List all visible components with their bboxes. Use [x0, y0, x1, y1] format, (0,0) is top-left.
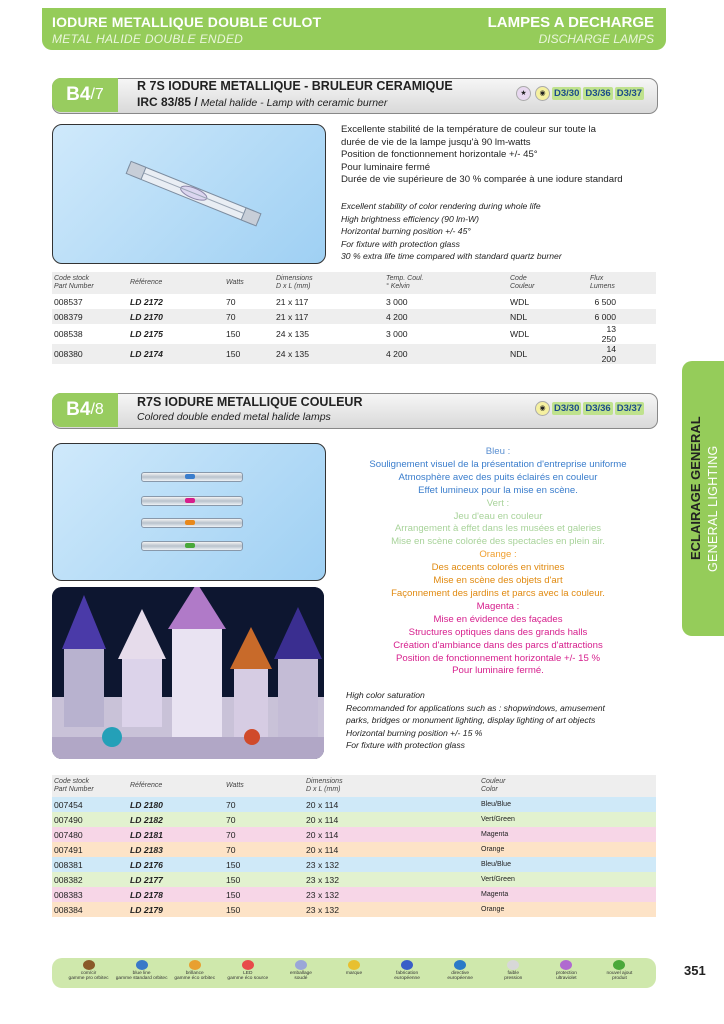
- legend-item: [327, 960, 380, 976]
- table-cell: LD 2182: [130, 814, 163, 825]
- desc-en-line: Horizontal burning position +/- 15 %: [346, 727, 483, 738]
- table-row: 008379 LD 2170 70 21 x 117 4 200 NDL 6 000: [52, 309, 656, 324]
- desc-en-line: High brightness efficiency (90 lm-W): [341, 213, 480, 224]
- col-header: Watts: [226, 279, 244, 286]
- section1-table: [52, 272, 656, 364]
- legend-label: blue line gamme standard orbitec: [115, 971, 168, 981]
- legend-item: [593, 960, 646, 981]
- legend-label: faible pression: [504, 971, 523, 981]
- color-desc-line: Atmosphère avec des puits éclairés en couleur: [398, 471, 598, 483]
- table-cell: 70: [226, 829, 236, 840]
- table-row: [52, 887, 656, 902]
- table-cell: 150: [226, 874, 241, 885]
- color-desc-line: Des accents colorés en vitrines: [431, 562, 565, 574]
- header-left-title: IODURE METALLIQUE DOUBLE CULOT: [52, 14, 322, 30]
- col-header: Code stock Part Number: [54, 275, 94, 290]
- desc-en-line: For fixture with protection glass: [346, 740, 465, 751]
- table-cell: LD 2180: [130, 799, 163, 810]
- legend-item: [115, 960, 168, 981]
- castle-image: [52, 587, 324, 759]
- color-desc-line: Magenta :: [476, 600, 520, 612]
- badge-d330: D3/30: [554, 403, 580, 414]
- section2-title: R7S IODURE METALLIQUE COULEUR: [137, 395, 363, 409]
- section2-code: [52, 393, 118, 427]
- table-header: [52, 775, 656, 797]
- table-cell: LD 2179: [130, 904, 163, 915]
- section2-code-sub: /8: [90, 401, 104, 418]
- table-cell: 23 x 132: [306, 904, 339, 915]
- color-desc-line: Mise en scène des objets d'art: [433, 575, 563, 587]
- section2-color-descriptions: [338, 446, 658, 678]
- color-desc-line: Création d'ambiance dans des parcs d'attractions: [393, 639, 603, 651]
- table-cell: Magenta: [481, 891, 509, 898]
- table-cell: 23 x 132: [306, 889, 339, 900]
- legend-item: [221, 960, 274, 981]
- section2-table: [52, 775, 656, 917]
- table-cell: 007454: [54, 799, 83, 810]
- color-desc-line: Pour luminaire fermé.: [452, 665, 544, 677]
- desc-fr-line: Durée de vie supérieure de 30 % comparée à une iodure standard: [341, 174, 623, 186]
- badge-d337: D3/37: [616, 88, 643, 99]
- badge-d337: D3/37: [616, 403, 643, 414]
- badge-d330: D3/30: [554, 88, 580, 99]
- section1-code-main: B4: [66, 84, 91, 105]
- legend-item: [168, 960, 221, 981]
- legend-label: emballage soudé: [289, 971, 312, 981]
- col-header: Flux Lumens: [590, 275, 615, 290]
- desc-en-line: Recommanded for applications such as : shopwindows, amusement: [346, 702, 605, 713]
- table-cell: 20 x 114: [306, 814, 339, 825]
- legend-icon: [454, 960, 466, 970]
- section1-subtitle: [137, 95, 387, 109]
- table-row: [52, 797, 656, 812]
- castle-photo: [52, 587, 324, 759]
- desc-en-line: High color saturation: [346, 690, 425, 700]
- color-desc-line: Orange :: [479, 549, 517, 561]
- legend-icon: [560, 960, 572, 970]
- section2-subtitle: Colored double ended metal halide lamps: [137, 411, 331, 423]
- new-icon: ★: [516, 86, 531, 101]
- color-desc-line: Vert :: [486, 497, 510, 509]
- table-cell: LD 2181: [130, 829, 163, 840]
- legend-icon: [348, 960, 360, 970]
- table-cell: Orange: [481, 846, 505, 853]
- desc-en-line: 30 % extra life time compared with standard quartz burner: [341, 251, 562, 262]
- table-cell: 150: [226, 859, 241, 870]
- table-cell: LD 2183: [130, 844, 163, 855]
- table-row: [52, 812, 656, 827]
- table-cell: 20 x 114: [306, 844, 339, 855]
- desc-en-line: Excellent stability of color rendering during whole life: [341, 201, 541, 211]
- table-row: 008537 LD 2172 70 21 x 117 3 000 WDL 6 500: [54, 296, 616, 307]
- side-tab-fr: ECLAIRAGE GENERAL: [688, 416, 703, 560]
- table-cell: 20 x 114: [306, 799, 339, 810]
- section2-lamps-photo: [52, 443, 326, 581]
- col-header: Référence: [130, 782, 163, 789]
- table-cell: 008383: [54, 889, 83, 900]
- table-header: [52, 272, 656, 294]
- col-header: Watts: [226, 782, 244, 789]
- color-desc-line: Bleu :: [485, 446, 511, 457]
- legend-item: [434, 960, 487, 981]
- desc-fr-line: Excellente stabilité de la température de couleur sur toute la: [341, 124, 596, 135]
- table-row: [52, 872, 656, 887]
- table-cell: 007490: [54, 814, 83, 825]
- header-left-subtitle: METAL HALIDE DOUBLE ENDED: [52, 32, 244, 46]
- legend-icon: [136, 960, 148, 970]
- col-header: Temp. Coul. ° Kelvin: [386, 275, 424, 290]
- legend-label: nouvel ajout produit: [606, 971, 633, 981]
- table-row: [52, 827, 656, 842]
- legend-label: marque: [345, 971, 363, 976]
- badge-d336: D3/36: [585, 88, 611, 99]
- table-cell: 007491: [54, 844, 83, 855]
- table-cell: Orange: [481, 906, 505, 913]
- legend-label: brillance gamme éco orbitec: [174, 971, 216, 981]
- section2-description-en: [346, 689, 662, 752]
- table-cell: 70: [226, 814, 236, 825]
- legend-item: [381, 960, 434, 981]
- legend-label: com/cir gamme pro orbitec: [68, 971, 109, 981]
- legend-icon: [83, 960, 95, 970]
- table-cell: 008382: [54, 874, 83, 885]
- section1-lamp-photo: [52, 124, 326, 264]
- section1-description-en: [341, 200, 659, 263]
- section1-subtitle-rest: Metal halide - Lamp with ceramic burner: [197, 97, 388, 109]
- col-header: Référence: [130, 279, 163, 286]
- legend-item: [487, 960, 540, 981]
- header-right-subtitle: DISCHARGE LAMPS: [538, 32, 654, 46]
- sun-icon: ◉: [535, 86, 550, 101]
- section2-code-main: B4: [66, 399, 91, 420]
- desc-en-line: Horizontal burning position +/- 45°: [341, 226, 471, 237]
- badge-d336: D3/36: [585, 403, 611, 414]
- table-cell: 007480: [54, 829, 83, 840]
- col-header: Code stock Part Number: [54, 778, 94, 793]
- col-header: Code Couleur: [510, 275, 535, 290]
- table-cell: Bleu/Blue: [481, 801, 511, 808]
- desc-fr-line: Pour luminaire fermé: [341, 161, 431, 173]
- section1-subtitle-bold: IRC 83/85 /: [137, 95, 198, 109]
- legend-icon: [242, 960, 254, 970]
- section1-title: R 7S IODURE METALLIQUE - BRULEUR CERAMIQUE: [137, 79, 453, 93]
- section1-badges: [516, 86, 644, 101]
- table-row: 008538 LD 2175 150 24 x 135 3 000 WDL 13 250: [54, 324, 616, 344]
- table-cell: 23 x 132: [306, 874, 339, 885]
- table-row: [52, 857, 656, 872]
- table-cell: 150: [226, 889, 241, 900]
- color-desc-line: Structures optiques dans des grands halls: [408, 626, 588, 638]
- table-cell: LD 2177: [130, 874, 163, 885]
- section1-code-sub: /7: [90, 86, 104, 103]
- color-desc-line: Position de fonctionnement horizontale +/- 15 %: [396, 652, 600, 664]
- color-desc-line: Effet lumineux pour la mise en scène.: [418, 484, 578, 496]
- page-number: 351: [684, 963, 706, 978]
- sun-icon: ◉: [535, 401, 550, 416]
- header-right-title: LAMPES A DECHARGE: [487, 14, 654, 31]
- table-cell: 150: [226, 904, 241, 915]
- col-header: Couleur Color: [481, 778, 506, 793]
- table-row: 008380 LD 2174 150 24 x 135 4 200 NDL 14 200: [52, 344, 656, 364]
- table-cell: 008384: [54, 904, 83, 915]
- legend-label: LED gamme éco source: [227, 971, 269, 981]
- table-cell: 70: [226, 844, 236, 855]
- legend-item: [540, 960, 593, 981]
- desc-fr-line: Position de fonctionnement horizontale +/- 45°: [341, 149, 538, 161]
- desc-fr-line: durée de vie de la lampe jusqu'à 90 lm-watts: [341, 136, 531, 148]
- table-cell: Magenta: [481, 831, 509, 838]
- table-cell: Vert/Green: [481, 816, 515, 823]
- table-row: [52, 902, 656, 917]
- legend-icon: [613, 960, 625, 970]
- color-desc-line: Façonnement des jardins et parcs avec la couleur.: [391, 587, 605, 599]
- section1-description-fr: [341, 124, 659, 187]
- legend-label: fabrication européenne: [394, 971, 420, 981]
- legend-label: directive européenne: [447, 971, 473, 981]
- table-cell: 20 x 114: [306, 829, 339, 840]
- table-cell: Bleu/Blue: [481, 861, 511, 868]
- table-cell: Vert/Green: [481, 876, 515, 883]
- section2-badges: [535, 401, 644, 416]
- footer-legend: [52, 958, 656, 988]
- col-header: Dimensions D x L (mm): [306, 778, 343, 793]
- desc-en-line: For fixture with protection glass: [341, 238, 460, 249]
- color-desc-line: Mise en évidence des façades: [433, 613, 563, 625]
- legend-label: protection ultraviolet: [555, 971, 577, 981]
- table-row: [52, 842, 656, 857]
- legend-icon: [295, 960, 307, 970]
- table-cell: 008381: [54, 859, 83, 870]
- section1-code: [52, 78, 118, 112]
- legend-icon: [189, 960, 201, 970]
- lamp-ceramic-image: [53, 125, 325, 263]
- table-cell: LD 2178: [130, 889, 163, 900]
- legend-icon: [401, 960, 413, 970]
- table-cell: 70: [226, 799, 236, 810]
- color-desc-line: Soulignement visuel de la présentation d'entreprise uniforme: [369, 458, 627, 470]
- table-cell: LD 2176: [130, 859, 163, 870]
- col-header: Dimensions D x L (mm): [276, 275, 313, 290]
- color-desc-line: Mise en scène colorée des spectacles en plein air.: [391, 536, 605, 548]
- side-tab-en: GENERAL LIGHTING: [706, 445, 720, 572]
- color-desc-line: Jeu d'eau en couleur: [453, 510, 543, 522]
- color-desc-line: Arrangement à effet dans les musées et galeries: [394, 523, 602, 535]
- table-cell: 23 x 132: [306, 859, 339, 870]
- legend-item: [274, 960, 327, 981]
- desc-en-line: parks, bridges or monument lighting, display lighting of art objects: [346, 715, 596, 726]
- legend-item: [62, 960, 115, 981]
- legend-icon: [507, 960, 519, 970]
